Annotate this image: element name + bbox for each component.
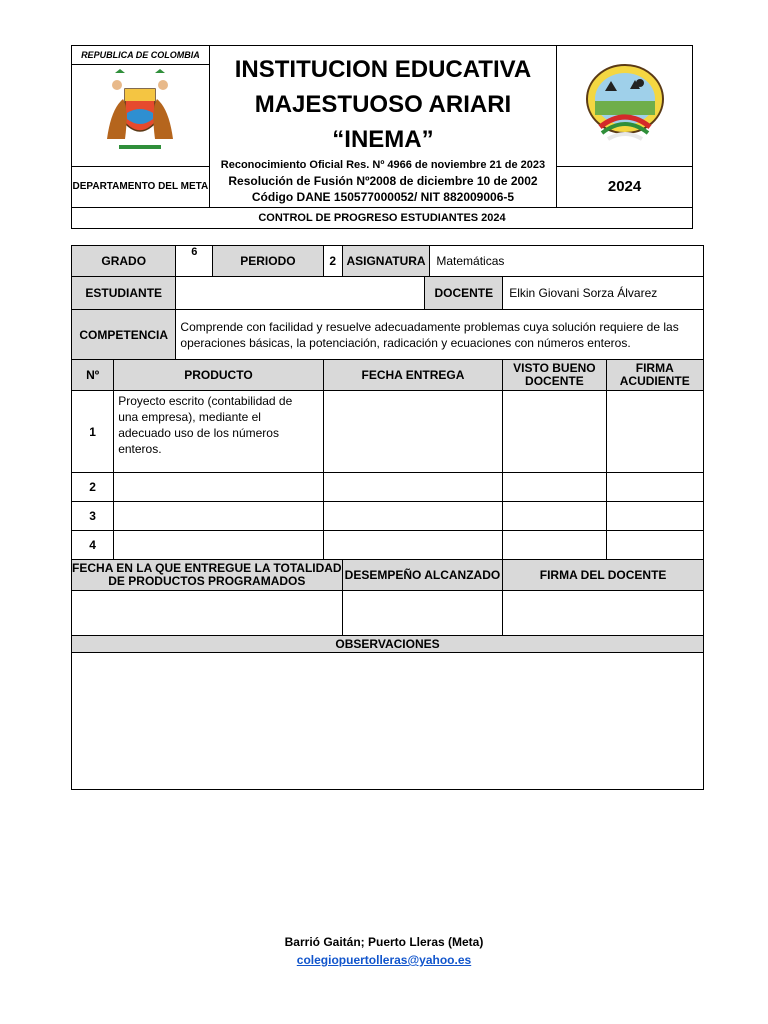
row-number: 2: [72, 473, 114, 502]
firma-docente-label: FIRMA DEL DOCENTE: [503, 560, 704, 591]
control-title: CONTROL DE PROGRESO ESTUDIANTES 2024: [72, 207, 693, 228]
table-row: [72, 502, 704, 531]
asignatura-label: ASIGNATURA: [342, 246, 430, 277]
periodo-field[interactable]: 2: [323, 246, 342, 277]
firma-docente-field[interactable]: [503, 591, 704, 636]
country-label: REPUBLICA DE COLOMBIA: [72, 46, 210, 65]
competencia-label: COMPETENCIA: [72, 310, 176, 360]
producto-cell[interactable]: [114, 502, 323, 531]
competencia-field: Comprende con facilidad y resuelve adecuadamente problemas cuya solución requiere de las operaciones básicas, la potenciación, radicación y ecuaciones con números enteros.: [176, 310, 704, 360]
row-number: 4: [72, 531, 114, 560]
fecha-entrega-cell[interactable]: [323, 531, 503, 560]
row-number: 1: [72, 391, 114, 473]
grado-field[interactable]: 6: [176, 246, 213, 277]
row-number: 3: [72, 502, 114, 531]
footer-address: Barrió Gaitán; Puerto Lleras (Meta): [284, 935, 484, 949]
school-name-line1: INSTITUCION EDUCATIVA: [234, 56, 532, 83]
year-label: 2024: [557, 166, 693, 207]
visto-bueno-cell[interactable]: [503, 531, 606, 560]
school-acronym: “INEMA”: [332, 126, 434, 153]
school-emblem-icon: [580, 61, 670, 151]
coat-of-arms-icon: [95, 69, 185, 161]
coat-of-arms: [72, 65, 210, 167]
visto-bueno-cell[interactable]: [503, 391, 606, 473]
observaciones-label: OBSERVACIONES: [72, 636, 704, 653]
firma-acudiente-cell[interactable]: [606, 391, 703, 473]
firma-acudiente-cell[interactable]: [606, 531, 703, 560]
asignatura-field[interactable]: Matemáticas: [430, 246, 704, 277]
grado-label: GRADO: [72, 246, 176, 277]
school-name-line2: MAJESTUOSO ARIARI: [254, 91, 512, 118]
fecha-entrega-cell[interactable]: [323, 502, 503, 531]
column-header-visto-bueno: VISTO BUENO DOCENTE: [503, 360, 606, 391]
docente-field[interactable]: Elkin Giovani Sorza Álvarez: [503, 277, 704, 310]
desempeno-field[interactable]: [342, 591, 503, 636]
estudiante-field[interactable]: [176, 277, 425, 310]
dane-text: Código DANE 150577000052/ NIT 882009006-5: [251, 190, 515, 204]
fecha-total-field[interactable]: [72, 591, 343, 636]
table-row: [72, 473, 704, 502]
school-logo: [557, 46, 693, 167]
visto-bueno-cell[interactable]: [503, 473, 606, 502]
document-header: [71, 45, 693, 229]
recognition-text: Reconocimiento Oficial Res. Nº 4966 de noviembre 21 de 2023: [220, 159, 546, 171]
table-row: [72, 391, 704, 473]
producto-cell[interactable]: [114, 473, 323, 502]
fecha-entrega-cell[interactable]: [323, 473, 503, 502]
column-header-fecha: FECHA ENTREGA: [323, 360, 503, 391]
desempeno-label: DESEMPEÑO ALCANZADO: [342, 560, 503, 591]
column-header-num: Nº: [72, 360, 114, 391]
observaciones-field[interactable]: [72, 653, 704, 790]
progress-form: [71, 245, 704, 790]
firma-acudiente-cell[interactable]: [606, 473, 703, 502]
school-title-block: [209, 46, 556, 208]
firma-acudiente-cell[interactable]: [606, 502, 703, 531]
footer-email-container: [0, 953, 768, 967]
visto-bueno-cell[interactable]: [503, 502, 606, 531]
producto-cell[interactable]: [114, 531, 323, 560]
footer-email-link[interactable]: colegiopuertolleras@yahoo.es: [296, 953, 472, 967]
department-label: DEPARTAMENTO DEL META: [72, 166, 210, 207]
table-row: [72, 531, 704, 560]
fecha-total-label: FECHA EN LA QUE ENTREGUE LA TOTALIDAD DE PRODUCTOS PROGRAMADOS: [72, 560, 343, 591]
column-header-producto: PRODUCTO: [114, 360, 323, 391]
estudiante-label: ESTUDIANTE: [72, 277, 176, 310]
column-header-firma-acudiente: FIRMA ACUDIENTE: [606, 360, 703, 391]
producto-cell: Proyecto escrito (contabilidad de una empresa), mediante el adecuado uso de los números enteros.: [114, 391, 323, 473]
docente-label: DOCENTE: [425, 277, 503, 310]
fecha-entrega-cell[interactable]: [323, 391, 503, 473]
periodo-label: PERIODO: [213, 246, 323, 277]
resolution-text: Resolución de Fusión Nº2008 de diciembre 10 de 2002: [228, 174, 538, 188]
